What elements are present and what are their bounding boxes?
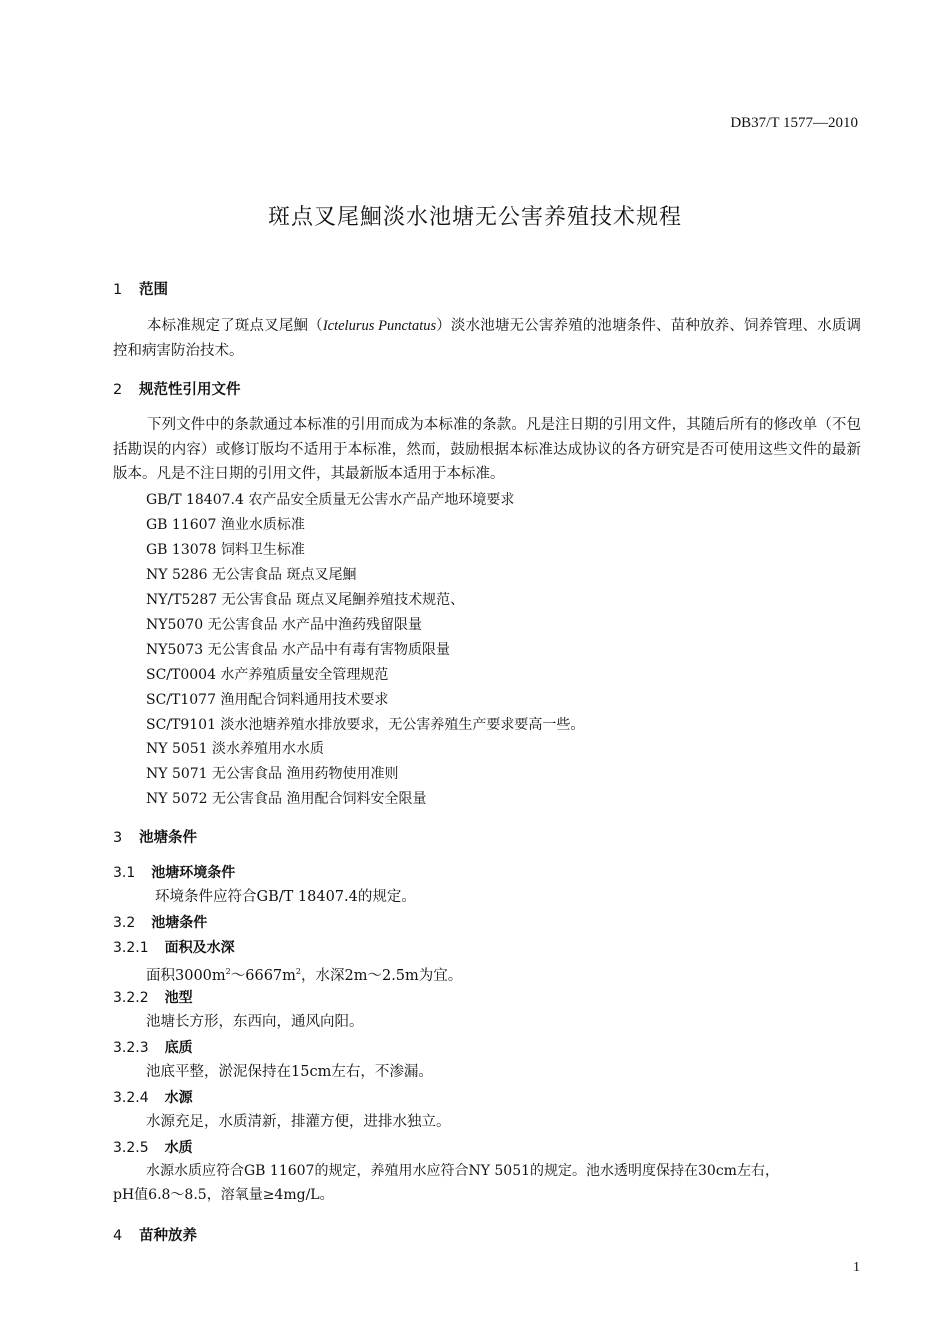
section-2-heading [113,378,241,399]
subsection-title: 池塘条件 [151,915,208,931]
text-part: ，水深2m～2.5m为宜。 [301,967,463,984]
section-title: 范围 [139,282,168,298]
subsection-number: 3.2.2 [113,990,149,1006]
reference-item: NY 5071 无公害食品 渔用药物使用准则 [146,766,399,782]
subsection-text: 池底平整，淤泥保持在15cm左右，不渗漏。 [146,1064,433,1080]
document-code: DB37/T 1577—2010 [730,115,858,131]
page-number: 1 [853,1260,860,1275]
section-number: 2 [113,382,123,398]
subsection-number: 3.2.1 [113,940,149,956]
subsection-3-2-heading [113,912,207,932]
reference-item: SC/T9101 淡水池塘养殖水排放要求，无公害养殖生产要求要高一些。 [146,717,585,733]
subsection-number: 3.1 [113,865,136,881]
latin-name: Ictelurus Punctatus [322,318,437,334]
subsection-number: 3.2 [113,915,136,931]
subsection-title: 水质 [164,1140,193,1156]
reference-item: GB/T 18407.4 农产品安全质量无公害水产品产地环境要求 [146,492,515,508]
section-title: 池塘条件 [139,830,197,846]
subsection-title: 面积及水深 [164,940,235,956]
reference-item: NY5073 无公害食品 水产品中有毒有害物质限量 [146,642,451,658]
reference-item: NY 5051 淡水养殖用水水质 [146,741,325,757]
subsection-number: 3.2.4 [113,1090,149,1106]
section-number: 3 [113,830,123,846]
section-2-paragraph: 下列文件中的条款通过本标准的引用而成为本标准的条款。凡是注日期的引用文件，其随后所有的修改单（不包括勘误的内容）或修订版均不适用于本标准，然而，鼓励根据本标准达成协议的各方研究是否可使用这些文件的最新版本。凡是不注日期的引用文件，其最新版本适用于本标准。 [113,417,861,482]
para-text: ）淡水池塘无公害养殖的池塘条件、苗种放养、饲养管理、水质调控和病害防治技术。 [113,318,861,359]
subsection-number: 3.2.5 [113,1140,149,1156]
subsection-title: 底质 [164,1040,193,1056]
subsection-title: 水源 [164,1090,193,1106]
section-1-paragraph [113,314,861,363]
subsection-text: 水源水质应符合GB 11607的规定，养殖用水应符合NY 5051的规定。池水透明度保持在30cm左右， [146,1163,779,1179]
subsection-3-2-5-heading [113,1137,193,1157]
reference-item: GB 13078 饲料卫生标准 [146,542,305,558]
reference-item: NY/T5287 无公害食品 斑点叉尾鮰养殖技术规范、 [146,592,465,608]
subsection-3-2-3-heading [113,1037,193,1057]
reference-item: NY5070 无公害食品 水产品中渔药残留限量 [146,617,423,633]
subsection-title: 池型 [164,990,193,1006]
section-number: 4 [113,1228,123,1244]
section-1-heading [113,278,168,299]
subsection-3-2-4-heading [113,1087,193,1107]
text-part: ～6667m [230,967,296,984]
reference-item: SC/T1077 渔用配合饲料通用技术要求 [146,692,389,708]
subsection-3-2-2-heading [113,987,193,1007]
section-number: 1 [113,282,123,298]
document-title: 斑点叉尾鮰淡水池塘无公害养殖技术规程 [267,205,682,230]
subsection-text [146,960,462,988]
para-text: 本标准规定了斑点叉尾鮰（ [147,318,323,334]
subsection-text: 环境条件应符合GB/T 18407.4的规定。 [155,889,416,905]
reference-item: NY 5286 无公害食品 斑点叉尾鮰 [146,567,357,583]
section-4-heading [113,1224,197,1245]
superscript: 2 [225,967,231,976]
subsection-text: 池塘长方形，东西向，通风向阳。 [146,1014,364,1030]
subsection-3-1-heading [113,862,235,882]
subsection-text: 水源充足，水质清新，排灌方便，进排水独立。 [146,1114,451,1130]
subsection-text: pH值6.8～8.5，溶氧量≥4mg/L。 [113,1187,334,1203]
superscript: 2 [295,967,301,976]
reference-item: SC/T0004 水产养殖质量安全管理规范 [146,667,389,683]
subsection-title: 池塘环境条件 [151,865,236,881]
subsection-3-2-1-heading [113,937,235,957]
reference-item: GB 11607 渔业水质标准 [146,517,305,533]
subsection-number: 3.2.3 [113,1040,149,1056]
section-3-heading [113,826,197,847]
section-title: 规范性引用文件 [139,382,241,398]
text-part: 面积3000m [146,967,226,984]
section-title: 苗种放养 [139,1228,197,1244]
reference-item: NY 5072 无公害食品 渔用配合饲料安全限量 [146,791,427,807]
